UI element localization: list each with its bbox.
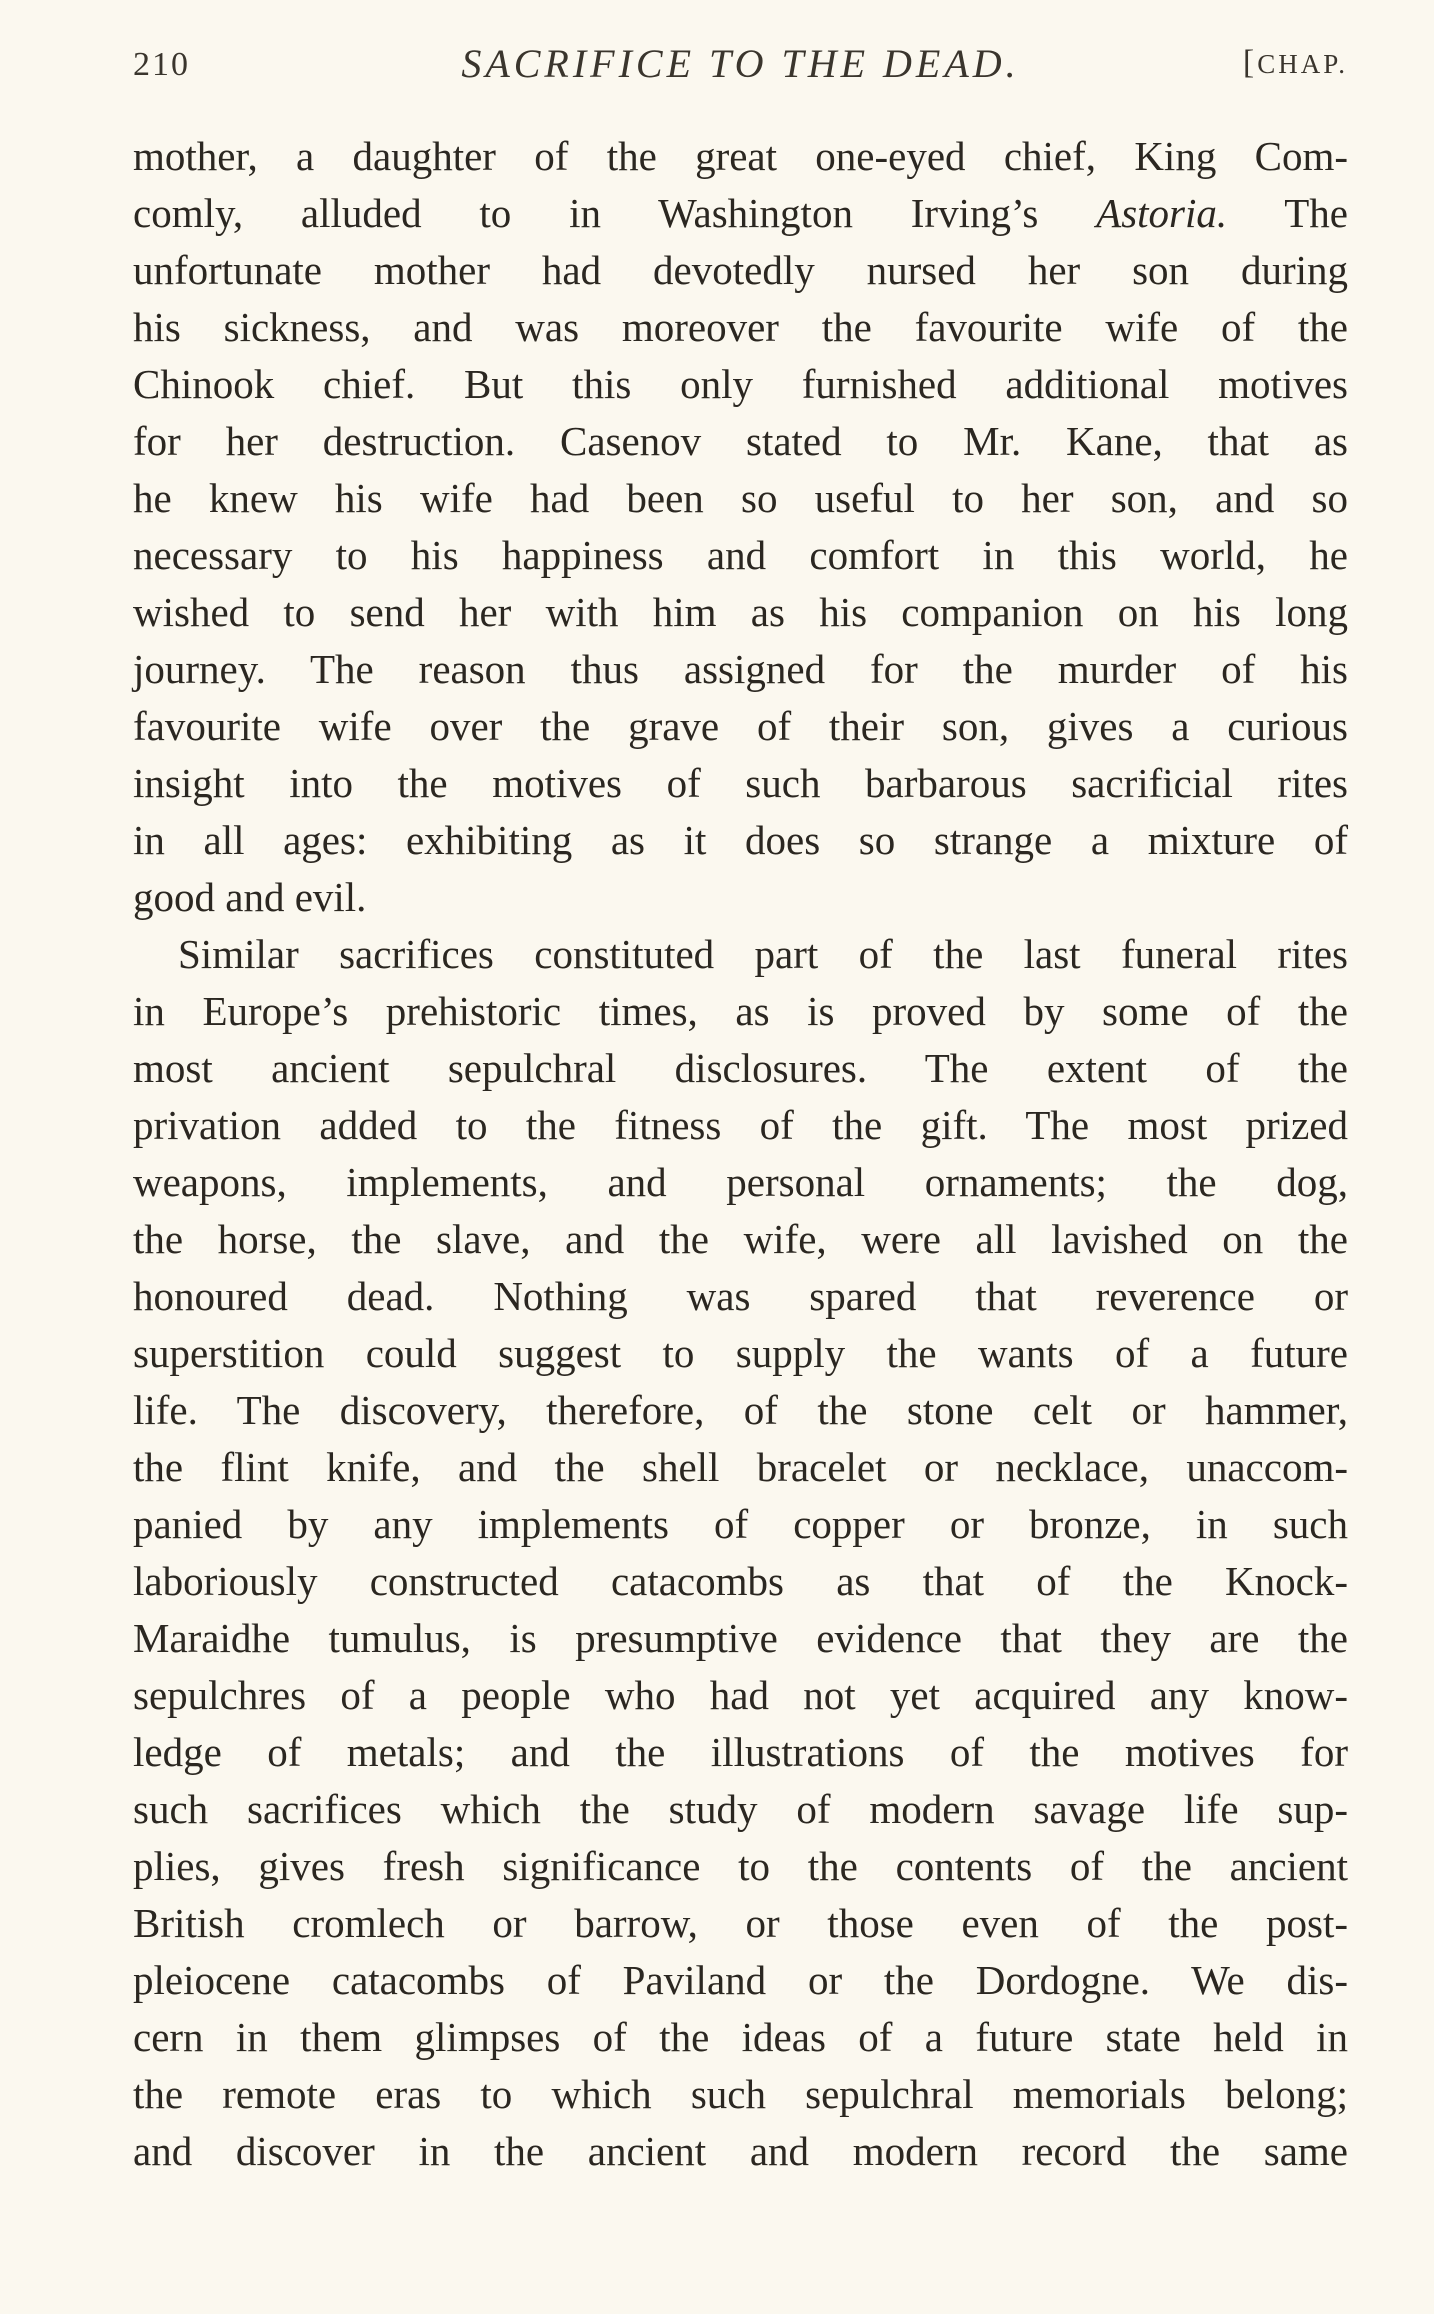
text-line-2-start: comly, alluded to in Washington Irving’s: [133, 190, 1039, 236]
text-line-12: insight into the motives of such barbarous sacrificial rites: [133, 760, 1348, 806]
text-line-10: journey. The reason thus assigned for the murder of his: [133, 646, 1348, 692]
text-line-21: honoured dead. Nothing was spared that reverence or: [133, 1273, 1348, 1319]
text-line-7: he knew his wife had been so useful to her son, and so: [133, 475, 1348, 521]
text-line-31: plies, gives fresh significance to the contents of the ancient: [133, 1843, 1348, 1889]
text-line-19: weapons, implements, and personal ornaments; the dog,: [133, 1159, 1348, 1205]
text-line-29: ledge of metals; and the illustrations of the motives for: [133, 1729, 1348, 1775]
text-line-32: British cromlech or barrow, or those even of the post-: [133, 1900, 1348, 1946]
text-line-35: the remote eras to which such sepulchral memorials belong;: [133, 2071, 1348, 2117]
text-line-4: his sickness, and was moreover the favourite wife of the: [133, 304, 1348, 350]
text-line-16: in Europe’s prehistoric times, as is proved by some of the: [133, 988, 1348, 1034]
text-line-17: most ancient sepulchral disclosures. The extent of the: [133, 1045, 1348, 1091]
chapter-mark: [1243, 44, 1348, 82]
chapter-bracket: [: [1242, 44, 1258, 81]
text-line-22: superstition could suggest to supply the wants of a future: [133, 1330, 1348, 1376]
text-line-23: life. The discovery, therefore, of the stone celt or hammer,: [133, 1387, 1348, 1433]
text-line-11: favourite wife over the grave of their son, gives a curious: [133, 703, 1348, 749]
text-line-34: cern in them glimpses of the ideas of a future state held in: [133, 2014, 1348, 2060]
chapter-label: CHAP.: [1257, 49, 1348, 79]
text-line-25: panied by any implements of copper or bronze, in such: [133, 1501, 1348, 1547]
text-line-18: privation added to the fitness of the gift. The most prized: [133, 1102, 1348, 1148]
text-line-24: the flint knife, and the shell bracelet or necklace, unaccom-: [133, 1444, 1348, 1490]
text-line-14: good and evil.: [133, 874, 367, 920]
text-line-6: for her destruction. Casenov stated to Mr. Kane, that as: [133, 418, 1348, 464]
text-line-28: sepulchres of a people who had not yet acquired any know-: [133, 1672, 1348, 1718]
text-line-13: in all ages: exhibiting as it does so strange a mixture of: [133, 817, 1348, 863]
text-line-2-end: The: [1284, 190, 1348, 236]
text-line-30: such sacrifices which the study of modern savage life sup-: [133, 1786, 1348, 1832]
text-line-27: Maraidhe tumulus, is presumptive evidence that they are the: [133, 1615, 1348, 1661]
book-title-astoria: Astoria.: [1096, 190, 1228, 236]
running-head: [133, 40, 1348, 90]
text-line-33: pleiocene catacombs of Paviland or the Dordogne. We dis-: [133, 1957, 1348, 2003]
text-line-20: the horse, the slave, and the wife, were all lavished on the: [133, 1216, 1348, 1262]
text-line-9: wished to send her with him as his companion on his long: [133, 589, 1348, 635]
text-line-5: Chinook chief. But this only furnished additional motives: [133, 361, 1348, 407]
running-title: SACRIFICE TO THE DEAD.: [461, 41, 1020, 86]
page-number: 210: [133, 46, 190, 83]
body-text: [133, 128, 1348, 2180]
text-line-8: necessary to his happiness and comfort in this world, he: [133, 532, 1348, 578]
text-line-15: Similar sacrifices constituted part of the last funeral rites: [178, 931, 1348, 977]
text-line-3: unfortunate mother had devotedly nursed her son during: [133, 247, 1348, 293]
text-line-36: and discover in the ancient and modern record the same: [133, 2128, 1348, 2174]
text-line-26: laboriously constructed catacombs as that of the Knock-: [133, 1558, 1348, 1604]
text-line-1: mother, a daughter of the great one-eyed chief, King Com-: [133, 133, 1348, 179]
text-line-2: [133, 185, 1348, 242]
